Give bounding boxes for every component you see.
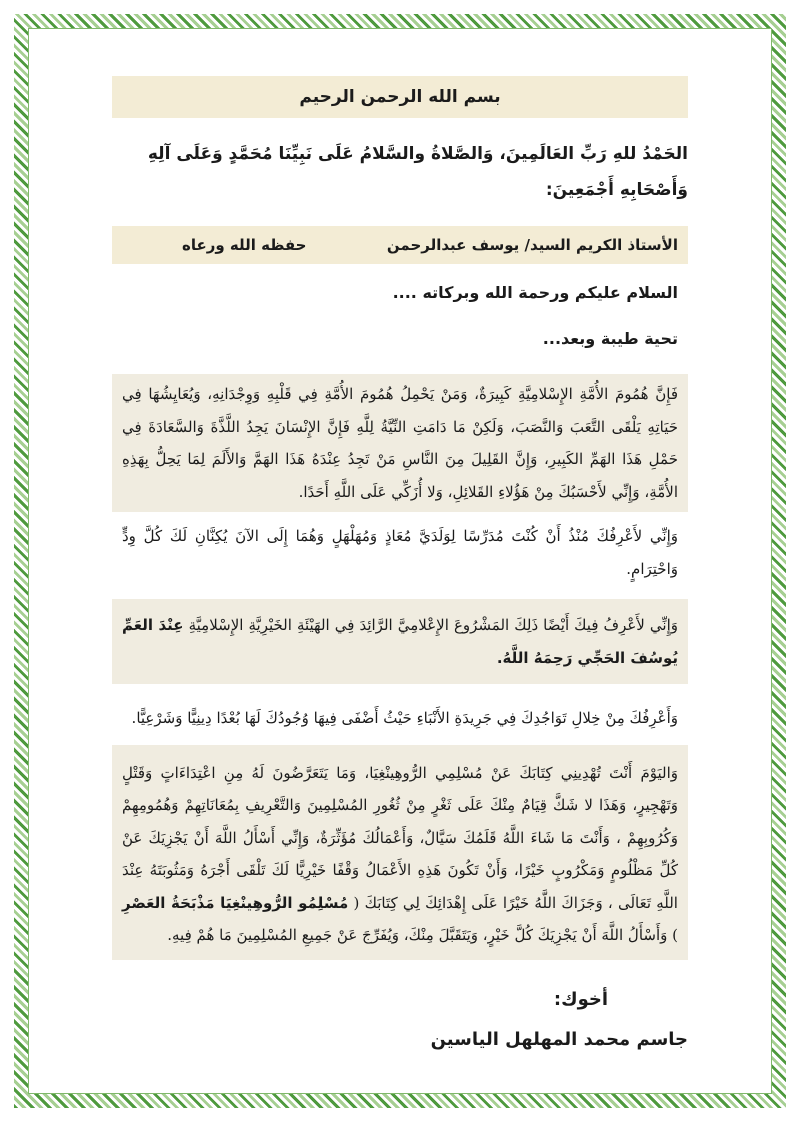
paragraph-3-text: وَإِنِّي لأَعْرِفُ فِيكَ أَيْضًا ذَلِكَ المَشْرُوعَ الإِعْلامِيَّ الرَّائِدَ فِي الهَيْئَةِ الخَيْرِيَّةِ الإِسْلامِيَّةِ xyxy=(188,616,678,634)
paragraph-1: فَإِنَّ هُمُومَ الأُمَّةِ الإِسْلامِيَّةِ كَبِيرَةٌ، وَمَنْ يَحْمِلُ هُمُومَ الأُمَّةِ فِي قَلْبِهِ وَوِجْدَانِهِ، وَيُعَايِشُهَا فِي حَيَاتِهِ يَلْقَى التَّعَبَ وَالنَّصَبَ، وَلَكِنْ مَا دَامَتِ النِّيَّةُ لِلَّهِ فَإِنَّ الإِنْسَانَ يَجِدُ اللَّذَّةَ وَالسَّعَادَةَ فِي حَمْلِ هَذَا الهَمِّ الكَبِيرِ، وَإِنَّ القَلِيلَ مِنَ النَّاسِ مَنْ تَجِدُ عِنْدَهُ هَذَا الهَمَّ وَالأَلَمَ لِمَا يَحِلُّ بِهَذِهِ الأُمَّةِ، وَإِنِّي لأَحْسَبُكَ مِنْ هَؤُلاءِ القَلائِلِ، وَلا أُزَكِّي عَلَى اللَّهِ أَحَدًا. xyxy=(112,374,688,512)
greeting: تحية طيبة وبعد... xyxy=(542,329,678,348)
paragraph-2: وَإِنِّي لأَعْرِفُكَ مُنْذُ أَنْ كُنْتَ مُدَرِّسًا لِوَلَدَيَّ مُعَاذٍ وَمُهَلْهَلٍ وَهُمَا إِلَى الآنَ يُكِنَّانِ لَكَ كُلَّ وِدٍّ وَاحْتِرَامٍ. xyxy=(122,527,678,578)
signature-block xyxy=(112,980,688,1060)
signatory-name: جاسم محمد المهلهل الياسين xyxy=(430,1028,688,1050)
salutation: السلام عليكم ورحمة الله وبركاته .... xyxy=(392,283,678,302)
paragraph-4: وَأَعْرِفُكَ مِنْ خِلالِ تَوَاجُدِكَ فِي جَرِيدَةِ الأَنْبَاءِ حَيْثُ أَضْفَى فِيهَا وُجُودُكَ لَهَا بُعْدًا دِينِيًّا وَشَرْعِيًّا. xyxy=(131,709,678,727)
paragraph-5 xyxy=(112,745,688,960)
letter-body xyxy=(112,76,688,1060)
addressee-prayer: حفظه الله ورعاه xyxy=(182,236,307,254)
paragraph-3-emphasis: عِنْدَ العَمِّ يُوسُفَ الحَجِّي رَحِمَهُ اللَّهُ. xyxy=(122,616,678,667)
closing-label: أخوك: xyxy=(553,988,608,1010)
paragraph-5-ending: ) وَأَسْأَلُ اللَّهَ أَنْ يَجْزِيَكَ كُلَّ خَيْرٍ، وَيَتَقَبَّلَ مِنْكَ، وَيُفَرِّجَ عَنْ جَمِيعِ المُسْلِمِينَ مَا هُمْ فِيهِ. xyxy=(167,926,678,944)
addressee-line xyxy=(112,226,688,264)
book-title: مُسْلِمُو الرُّوهِينْغِيَا مَذْبَحَةُ العَصْرِ xyxy=(122,893,349,912)
opening-praise: الحَمْدُ للهِ رَبِّ العَالَمِينَ، وَالصَّلاةُ والسَّلامُ عَلَى نَبِيِّنَا مُحَمَّدٍ وَعَلَى آلِهِ وَأَصْحَابِهِ أَجْمَعِينَ: xyxy=(147,144,688,200)
addressee-name: الأستاذ الكريم السيد/ يوسف عبدالرحمن xyxy=(386,236,678,254)
paragraph-3 xyxy=(112,599,688,684)
paragraph-5-text: وَاليَوْمَ أَنْتَ تُهْدِينِي كِتَابَكَ عَنْ مُسْلِمِي الرُّوهِينْغِيَا، وَمَا يَتَعَرَّضُونَ لَهُ مِنِ اعْتِدَاءَاتٍ وَقَتْلٍ وَتَهْجِيرٍ، وَهَذَا لا شَكَّ قِيَامٌ مِنْكَ عَلَى ثَغْرٍ مِنْ ثُغُورِ المُسْلِمِينَ وَالتَّعْرِيفِ بِمُعَانَاتِهِمْ وَهُمُومِهِمْ وَكُرُوبِهِمْ ، وَأَنْتَ مَا شَاءَ اللَّهُ قَلَمُكَ سَيَّالٌ، وَأَعْمَالُكَ مُؤَثِّرَةٌ، وَإِنِّي أَسْأَلُ اللَّهَ أَنْ يَجْزِيَكَ عَنْ كُلِّ مَظْلُومٍ وَمَكْرُوبٍ خَيْرًا، وَأَنْ تَكُونَ هَذِهِ الأَعْمَالُ وَقْفًا خَيْرِيًّا لَكَ تَلْقَى أَجْرَهُ وَمَثُوبَتَهُ عِنْدَ اللَّهِ تَعَالَى ، وَجَزَاكَ اللَّهُ خَيْرًا عَلَى إِهْدَائِكَ لِي كِتَابَكَ ( xyxy=(122,763,678,912)
basmala-heading: بسم الله الرحمن الرحيم xyxy=(112,76,688,118)
